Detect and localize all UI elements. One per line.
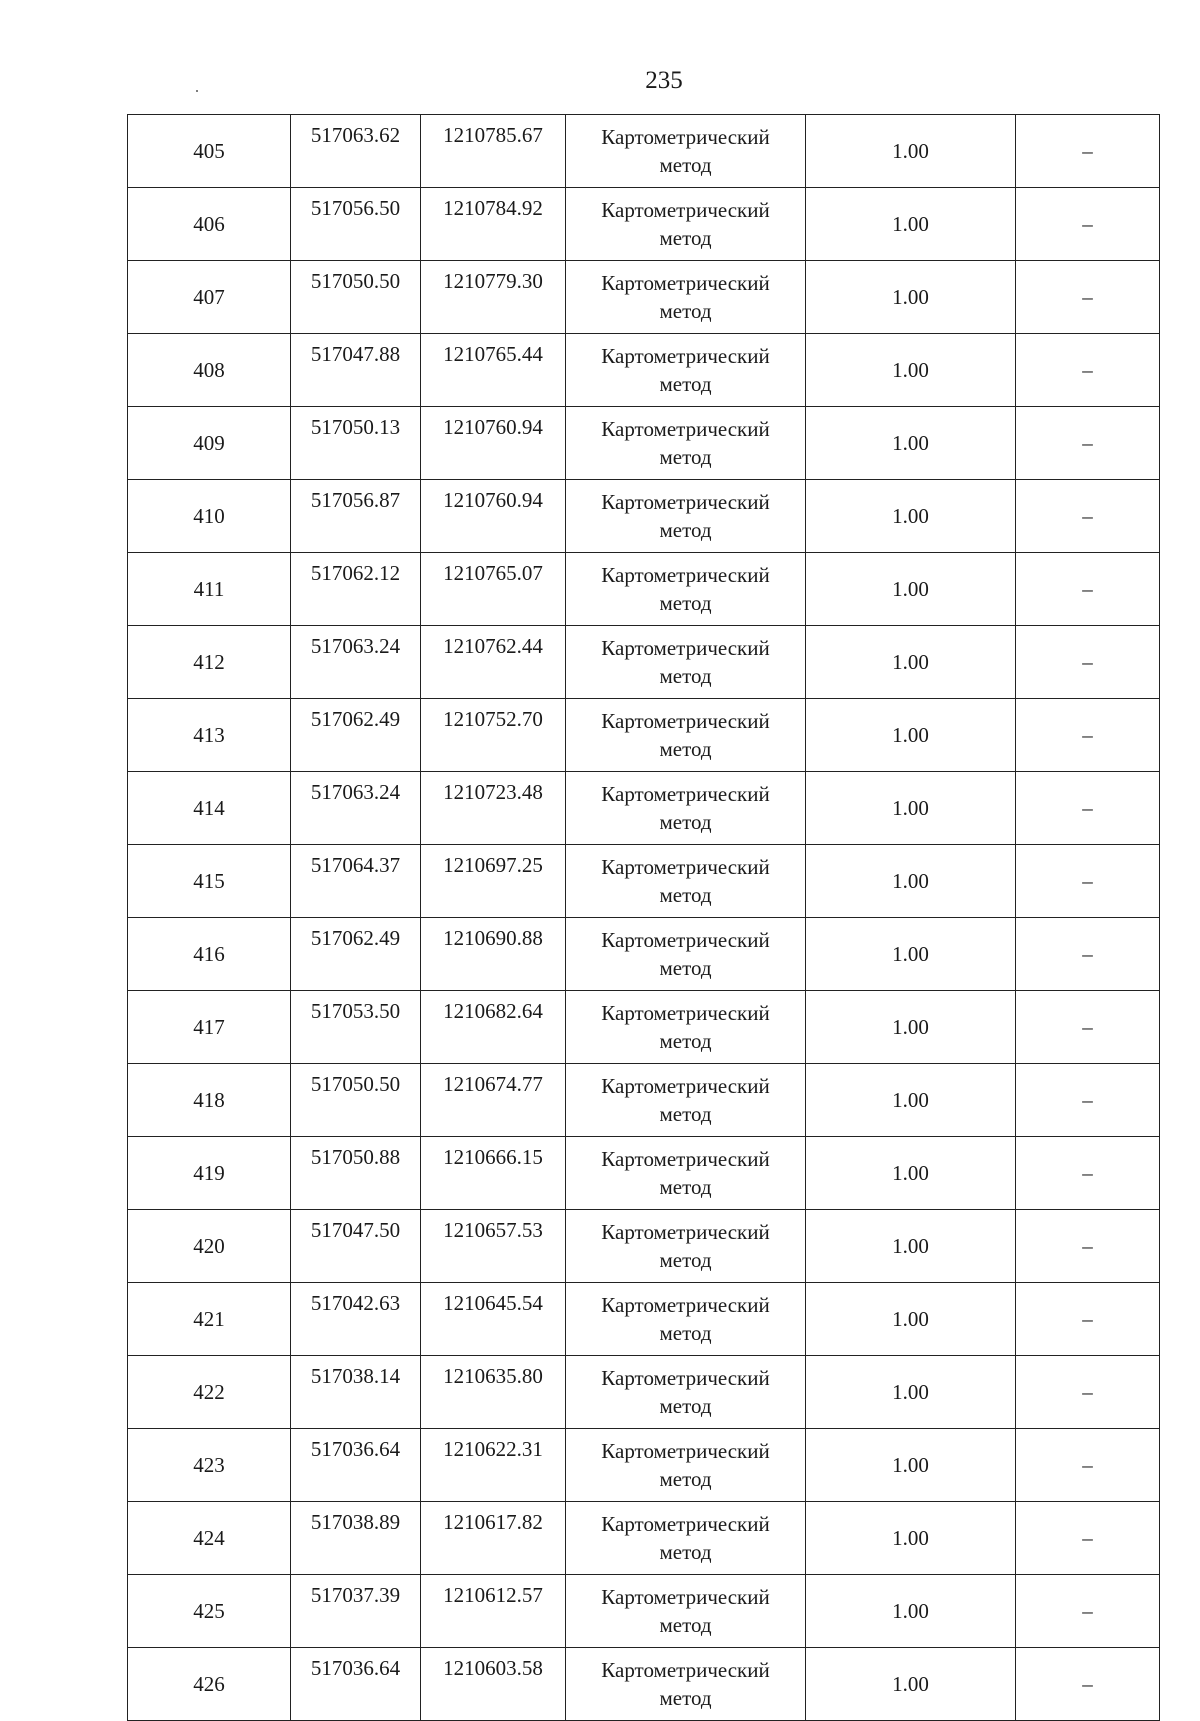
y-coordinate-cell: 1210603.58 [421,1648,566,1721]
accuracy-cell: 1.00 [806,407,1016,480]
method-line-1: Картометрический [601,1074,770,1098]
y-coordinate-cell: 1210617.82 [421,1502,566,1575]
method-line-2: метод [659,1248,712,1272]
method-line-1: Картометрический [601,1366,770,1390]
method-line-2: метод [659,518,712,542]
x-coordinate-cell: 517062.49 [291,918,421,991]
method-line-2: метод [659,1467,712,1491]
method-cell [566,553,806,626]
y-coordinate-cell: 1210622.31 [421,1429,566,1502]
accuracy-cell: 1.00 [806,918,1016,991]
note-cell: – [1016,1283,1160,1356]
method-line-2: метод [659,1321,712,1345]
accuracy-cell: 1.00 [806,1210,1016,1283]
point-number-cell: 416 [128,918,291,991]
point-number-cell: 413 [128,699,291,772]
method-line-1: Картометрический [601,563,770,587]
x-coordinate-cell: 517050.13 [291,407,421,480]
method-line-1: Картометрический [601,709,770,733]
x-coordinate-cell: 517063.24 [291,772,421,845]
y-coordinate-cell: 1210765.44 [421,334,566,407]
table-row [128,1575,1160,1648]
note-cell: – [1016,1648,1160,1721]
method-line-1: Картометрический [601,1585,770,1609]
method-line-1: Картометрический [601,1147,770,1171]
method-cell [566,1064,806,1137]
table-row [128,407,1160,480]
table-row [128,772,1160,845]
accuracy-cell: 1.00 [806,1356,1016,1429]
point-number-cell: 415 [128,845,291,918]
note-cell: – [1016,1210,1160,1283]
method-cell [566,1283,806,1356]
method-line-1: Картометрический [601,271,770,295]
x-coordinate-cell: 517062.49 [291,699,421,772]
table-row [128,1356,1160,1429]
method-cell [566,1575,806,1648]
point-number-cell: 410 [128,480,291,553]
table-row [128,1137,1160,1210]
point-number-cell: 423 [128,1429,291,1502]
y-coordinate-cell: 1210779.30 [421,261,566,334]
table-row [128,261,1160,334]
x-coordinate-cell: 517047.88 [291,334,421,407]
table-row [128,1064,1160,1137]
method-line-2: метод [659,1029,712,1053]
method-line-1: Картометрический [601,417,770,441]
y-coordinate-cell: 1210784.92 [421,188,566,261]
accuracy-cell: 1.00 [806,845,1016,918]
method-line-1: Картометрический [601,1512,770,1536]
accuracy-cell: 1.00 [806,1283,1016,1356]
method-line-1: Картометрический [601,928,770,952]
note-cell: – [1016,1429,1160,1502]
point-number-cell: 414 [128,772,291,845]
method-cell [566,1210,806,1283]
method-line-1: Картометрический [601,1220,770,1244]
accuracy-cell: 1.00 [806,1429,1016,1502]
x-coordinate-cell: 517062.12 [291,553,421,626]
note-cell: – [1016,334,1160,407]
y-coordinate-cell: 1210760.94 [421,407,566,480]
table-row [128,553,1160,626]
method-line-1: Картометрический [601,782,770,806]
table-row [128,480,1160,553]
accuracy-cell: 1.00 [806,480,1016,553]
method-line-2: метод [659,883,712,907]
accuracy-cell: 1.00 [806,188,1016,261]
x-coordinate-cell: 517050.50 [291,1064,421,1137]
note-cell: – [1016,845,1160,918]
x-coordinate-cell: 517064.37 [291,845,421,918]
method-line-1: Картометрический [601,1293,770,1317]
y-coordinate-cell: 1210682.64 [421,991,566,1064]
note-cell: – [1016,699,1160,772]
method-line-1: Картометрический [601,344,770,368]
table-row [128,1502,1160,1575]
x-coordinate-cell: 517063.62 [291,115,421,188]
method-line-2: метод [659,1102,712,1126]
method-cell [566,334,806,407]
note-cell: – [1016,1356,1160,1429]
method-cell [566,407,806,480]
point-number-cell: 407 [128,261,291,334]
y-coordinate-cell: 1210760.94 [421,480,566,553]
method-line-1: Картометрический [601,855,770,879]
method-line-2: метод [659,372,712,396]
method-line-1: Картометрический [601,1001,770,1025]
method-line-2: метод [659,956,712,980]
y-coordinate-cell: 1210697.25 [421,845,566,918]
x-coordinate-cell: 517056.50 [291,188,421,261]
method-line-1: Картометрический [601,125,770,149]
point-number-cell: 421 [128,1283,291,1356]
method-line-2: метод [659,1540,712,1564]
method-line-2: метод [659,445,712,469]
point-number-cell: 417 [128,991,291,1064]
x-coordinate-cell: 517038.89 [291,1502,421,1575]
point-number-cell: 419 [128,1137,291,1210]
note-cell: – [1016,261,1160,334]
accuracy-cell: 1.00 [806,334,1016,407]
method-line-1: Картометрический [601,1439,770,1463]
x-coordinate-cell: 517050.50 [291,261,421,334]
method-cell [566,188,806,261]
table-row [128,1283,1160,1356]
x-coordinate-cell: 517056.87 [291,480,421,553]
table-row [128,699,1160,772]
note-cell: – [1016,188,1160,261]
x-coordinate-cell: 517050.88 [291,1137,421,1210]
x-coordinate-cell: 517036.64 [291,1429,421,1502]
accuracy-cell: 1.00 [806,772,1016,845]
accuracy-cell: 1.00 [806,261,1016,334]
y-coordinate-cell: 1210765.07 [421,553,566,626]
y-coordinate-cell: 1210674.77 [421,1064,566,1137]
table-row [128,1210,1160,1283]
method-cell [566,699,806,772]
method-line-2: метод [659,299,712,323]
accuracy-cell: 1.00 [806,1064,1016,1137]
table-row [128,188,1160,261]
note-cell: – [1016,1064,1160,1137]
accuracy-cell: 1.00 [806,1648,1016,1721]
table-row [128,845,1160,918]
point-number-cell: 425 [128,1575,291,1648]
method-cell [566,1648,806,1721]
method-line-2: метод [659,737,712,761]
point-number-cell: 418 [128,1064,291,1137]
method-cell [566,480,806,553]
x-coordinate-cell: 517036.64 [291,1648,421,1721]
method-line-1: Картометрический [601,490,770,514]
x-coordinate-cell: 517063.24 [291,626,421,699]
method-cell [566,918,806,991]
method-line-1: Картометрический [601,1658,770,1682]
x-coordinate-cell: 517037.39 [291,1575,421,1648]
point-number-cell: 422 [128,1356,291,1429]
point-number-cell: 412 [128,626,291,699]
method-line-2: метод [659,153,712,177]
accuracy-cell: 1.00 [806,1502,1016,1575]
accuracy-cell: 1.00 [806,626,1016,699]
y-coordinate-cell: 1210752.70 [421,699,566,772]
note-cell: – [1016,626,1160,699]
y-coordinate-cell: 1210635.80 [421,1356,566,1429]
note-cell: – [1016,480,1160,553]
method-cell [566,261,806,334]
accuracy-cell: 1.00 [806,991,1016,1064]
method-cell [566,626,806,699]
y-coordinate-cell: 1210723.48 [421,772,566,845]
method-line-2: метод [659,1613,712,1637]
coordinates-table [127,114,1160,1721]
method-line-2: метод [659,591,712,615]
note-cell: – [1016,553,1160,626]
point-number-cell: 424 [128,1502,291,1575]
y-coordinate-cell: 1210657.53 [421,1210,566,1283]
table-row [128,1429,1160,1502]
note-cell: – [1016,772,1160,845]
note-cell: – [1016,918,1160,991]
method-line-2: метод [659,226,712,250]
method-cell [566,1502,806,1575]
method-line-2: метод [659,810,712,834]
x-coordinate-cell: 517042.63 [291,1283,421,1356]
method-cell [566,772,806,845]
method-cell [566,1429,806,1502]
note-cell: – [1016,115,1160,188]
x-coordinate-cell: 517053.50 [291,991,421,1064]
x-coordinate-cell: 517038.14 [291,1356,421,1429]
accuracy-cell: 1.00 [806,1575,1016,1648]
point-number-cell: 409 [128,407,291,480]
y-coordinate-cell: 1210690.88 [421,918,566,991]
accuracy-cell: 1.00 [806,115,1016,188]
point-number-cell: 408 [128,334,291,407]
note-cell: – [1016,1502,1160,1575]
table-row [128,991,1160,1064]
x-coordinate-cell: 517047.50 [291,1210,421,1283]
note-cell: – [1016,1137,1160,1210]
point-number-cell: 411 [128,553,291,626]
y-coordinate-cell: 1210645.54 [421,1283,566,1356]
table-row [128,115,1160,188]
method-line-2: метод [659,664,712,688]
y-coordinate-cell: 1210666.15 [421,1137,566,1210]
method-cell [566,991,806,1064]
table-row [128,334,1160,407]
method-cell [566,845,806,918]
point-number-cell: 426 [128,1648,291,1721]
method-line-2: метод [659,1686,712,1710]
method-cell [566,115,806,188]
method-line-2: метод [659,1175,712,1199]
y-coordinate-cell: 1210785.67 [421,115,566,188]
y-coordinate-cell: 1210612.57 [421,1575,566,1648]
page-number: 235 [645,67,683,94]
method-cell [566,1137,806,1210]
accuracy-cell: 1.00 [806,1137,1016,1210]
method-cell [566,1356,806,1429]
point-number-cell: 406 [128,188,291,261]
y-coordinate-cell: 1210762.44 [421,626,566,699]
table-body [128,115,1160,1721]
point-number-cell: 420 [128,1210,291,1283]
note-cell: – [1016,407,1160,480]
table-row [128,918,1160,991]
table-row [128,626,1160,699]
accuracy-cell: 1.00 [806,699,1016,772]
note-cell: – [1016,1575,1160,1648]
method-line-2: метод [659,1394,712,1418]
scan-speck [196,90,198,92]
point-number-cell: 405 [128,115,291,188]
method-line-1: Картометрический [601,636,770,660]
note-cell: – [1016,991,1160,1064]
method-line-1: Картометрический [601,198,770,222]
accuracy-cell: 1.00 [806,553,1016,626]
table-row [128,1648,1160,1721]
